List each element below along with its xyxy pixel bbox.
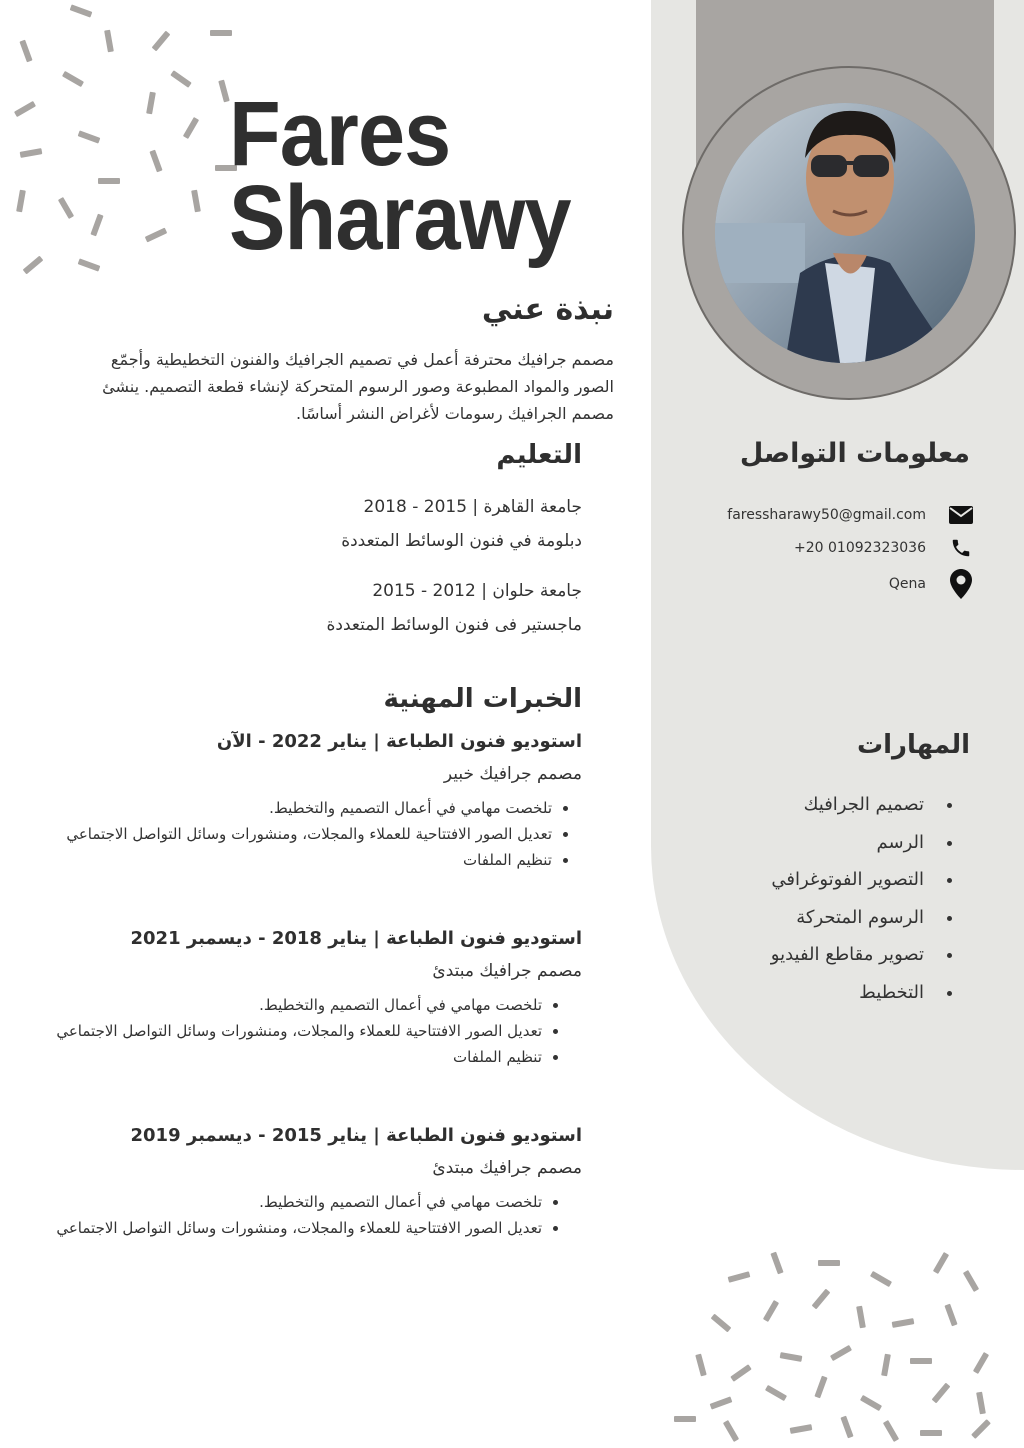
job-tasks <box>22 1189 558 1241</box>
confetti-decoration-top <box>0 0 240 290</box>
contact-email[interactable]: faressharawy50@gmail.com <box>727 507 926 523</box>
about-heading: نبذة عني <box>481 292 614 327</box>
education-school: جامعة القاهرة | 2015 - 2018 <box>363 497 582 517</box>
contact-location: Qena <box>888 576 926 592</box>
job-task: تعديل الصور الافتتاحية للعملاء والمجلات، ومنشورات وسائل التواصل الاجتماعي <box>22 821 568 847</box>
job-task: تنظيم الملفات <box>22 847 568 873</box>
education-school: جامعة حلوان | 2012 - 2015 <box>372 581 582 601</box>
confetti-decoration-bottom <box>670 1250 1024 1448</box>
skill-item: التصوير الفوتوغرافي <box>771 861 956 899</box>
job-title: استوديو فنون الطباعة | يناير 2015 - ديسمبر 2019 <box>130 1125 582 1146</box>
job-title: استوديو فنون الطباعة | يناير 2018 - ديسمبر 2021 <box>130 928 582 949</box>
full-name <box>228 83 600 269</box>
job-entry <box>22 727 582 873</box>
education-item <box>162 574 582 642</box>
job-tasks <box>22 795 568 873</box>
job-role: مصمم جرافيك مبتدئ <box>432 961 582 981</box>
job-entry <box>22 1121 582 1241</box>
contact-phone-row <box>794 533 974 563</box>
contact-email-row <box>727 500 974 530</box>
skill-item: تصوير مقاطع الفيديو <box>771 936 956 974</box>
job-task: تلخصت مهامي في أعمال التصميم والتخطيط. <box>22 992 558 1018</box>
skill-item: تصميم الجرافيك <box>771 786 956 824</box>
job-title: استوديو فنون الطباعة | يناير 2022 - الآن <box>216 731 582 752</box>
job-task: تعديل الصور الافتتاحية للعملاء والمجلات، ومنشورات وسائل التواصل الاجتماعي <box>22 1018 558 1044</box>
job-task: تعديل الصور الافتتاحية للعملاء والمجلات، ومنشورات وسائل التواصل الاجتماعي <box>22 1215 558 1241</box>
education-heading: التعليم <box>496 440 582 470</box>
contact-location-row <box>889 569 974 599</box>
last-name: Sharawy <box>228 167 571 269</box>
education-degree: دبلومة في فنون الوسائط المتعددة <box>341 531 582 551</box>
job-entry <box>22 924 582 1070</box>
education-degree: ماجستير فى فنون الوسائط المتعددة <box>326 615 582 635</box>
location-pin-icon <box>948 571 974 597</box>
about-text: مصمم جرافيك محترفة أعمل في تصميم الجرافيك والفنون التخطيطية وأجمّع الصور والمواد المطبوعة وصور الرسوم المتحركة لإنشاء قطعة التصميم. ينشئ مصمم الجرافيك رسومات لأغراض النشر أساسًا. <box>102 350 614 423</box>
phone-icon <box>948 535 974 561</box>
skills-heading: المهارات <box>856 730 970 760</box>
job-task: تلخصت مهامي في أعمال التصميم والتخطيط. <box>22 1189 558 1215</box>
contact-phone[interactable]: +20 01092323036 <box>794 540 926 556</box>
job-tasks <box>22 992 558 1070</box>
envelope-icon <box>948 502 974 528</box>
first-name: Fares <box>228 83 450 185</box>
job-role: مصمم جرافيك مبتدئ <box>432 1158 582 1178</box>
skills-list <box>771 786 956 1011</box>
job-role: مصمم جرافيك خبير <box>443 764 582 784</box>
skill-item: الرسم <box>771 824 956 862</box>
job-task: تلخصت مهامي في أعمال التصميم والتخطيط. <box>22 795 568 821</box>
skill-item: الرسوم المتحركة <box>771 899 956 937</box>
skill-item: التخطيط <box>771 974 956 1012</box>
job-task: تنظيم الملفات <box>22 1044 558 1070</box>
experience-heading: الخبرات المهنية <box>383 684 582 714</box>
education-item <box>162 490 582 558</box>
profile-photo <box>715 103 975 363</box>
contact-heading: معلومات التواصل <box>739 438 970 469</box>
